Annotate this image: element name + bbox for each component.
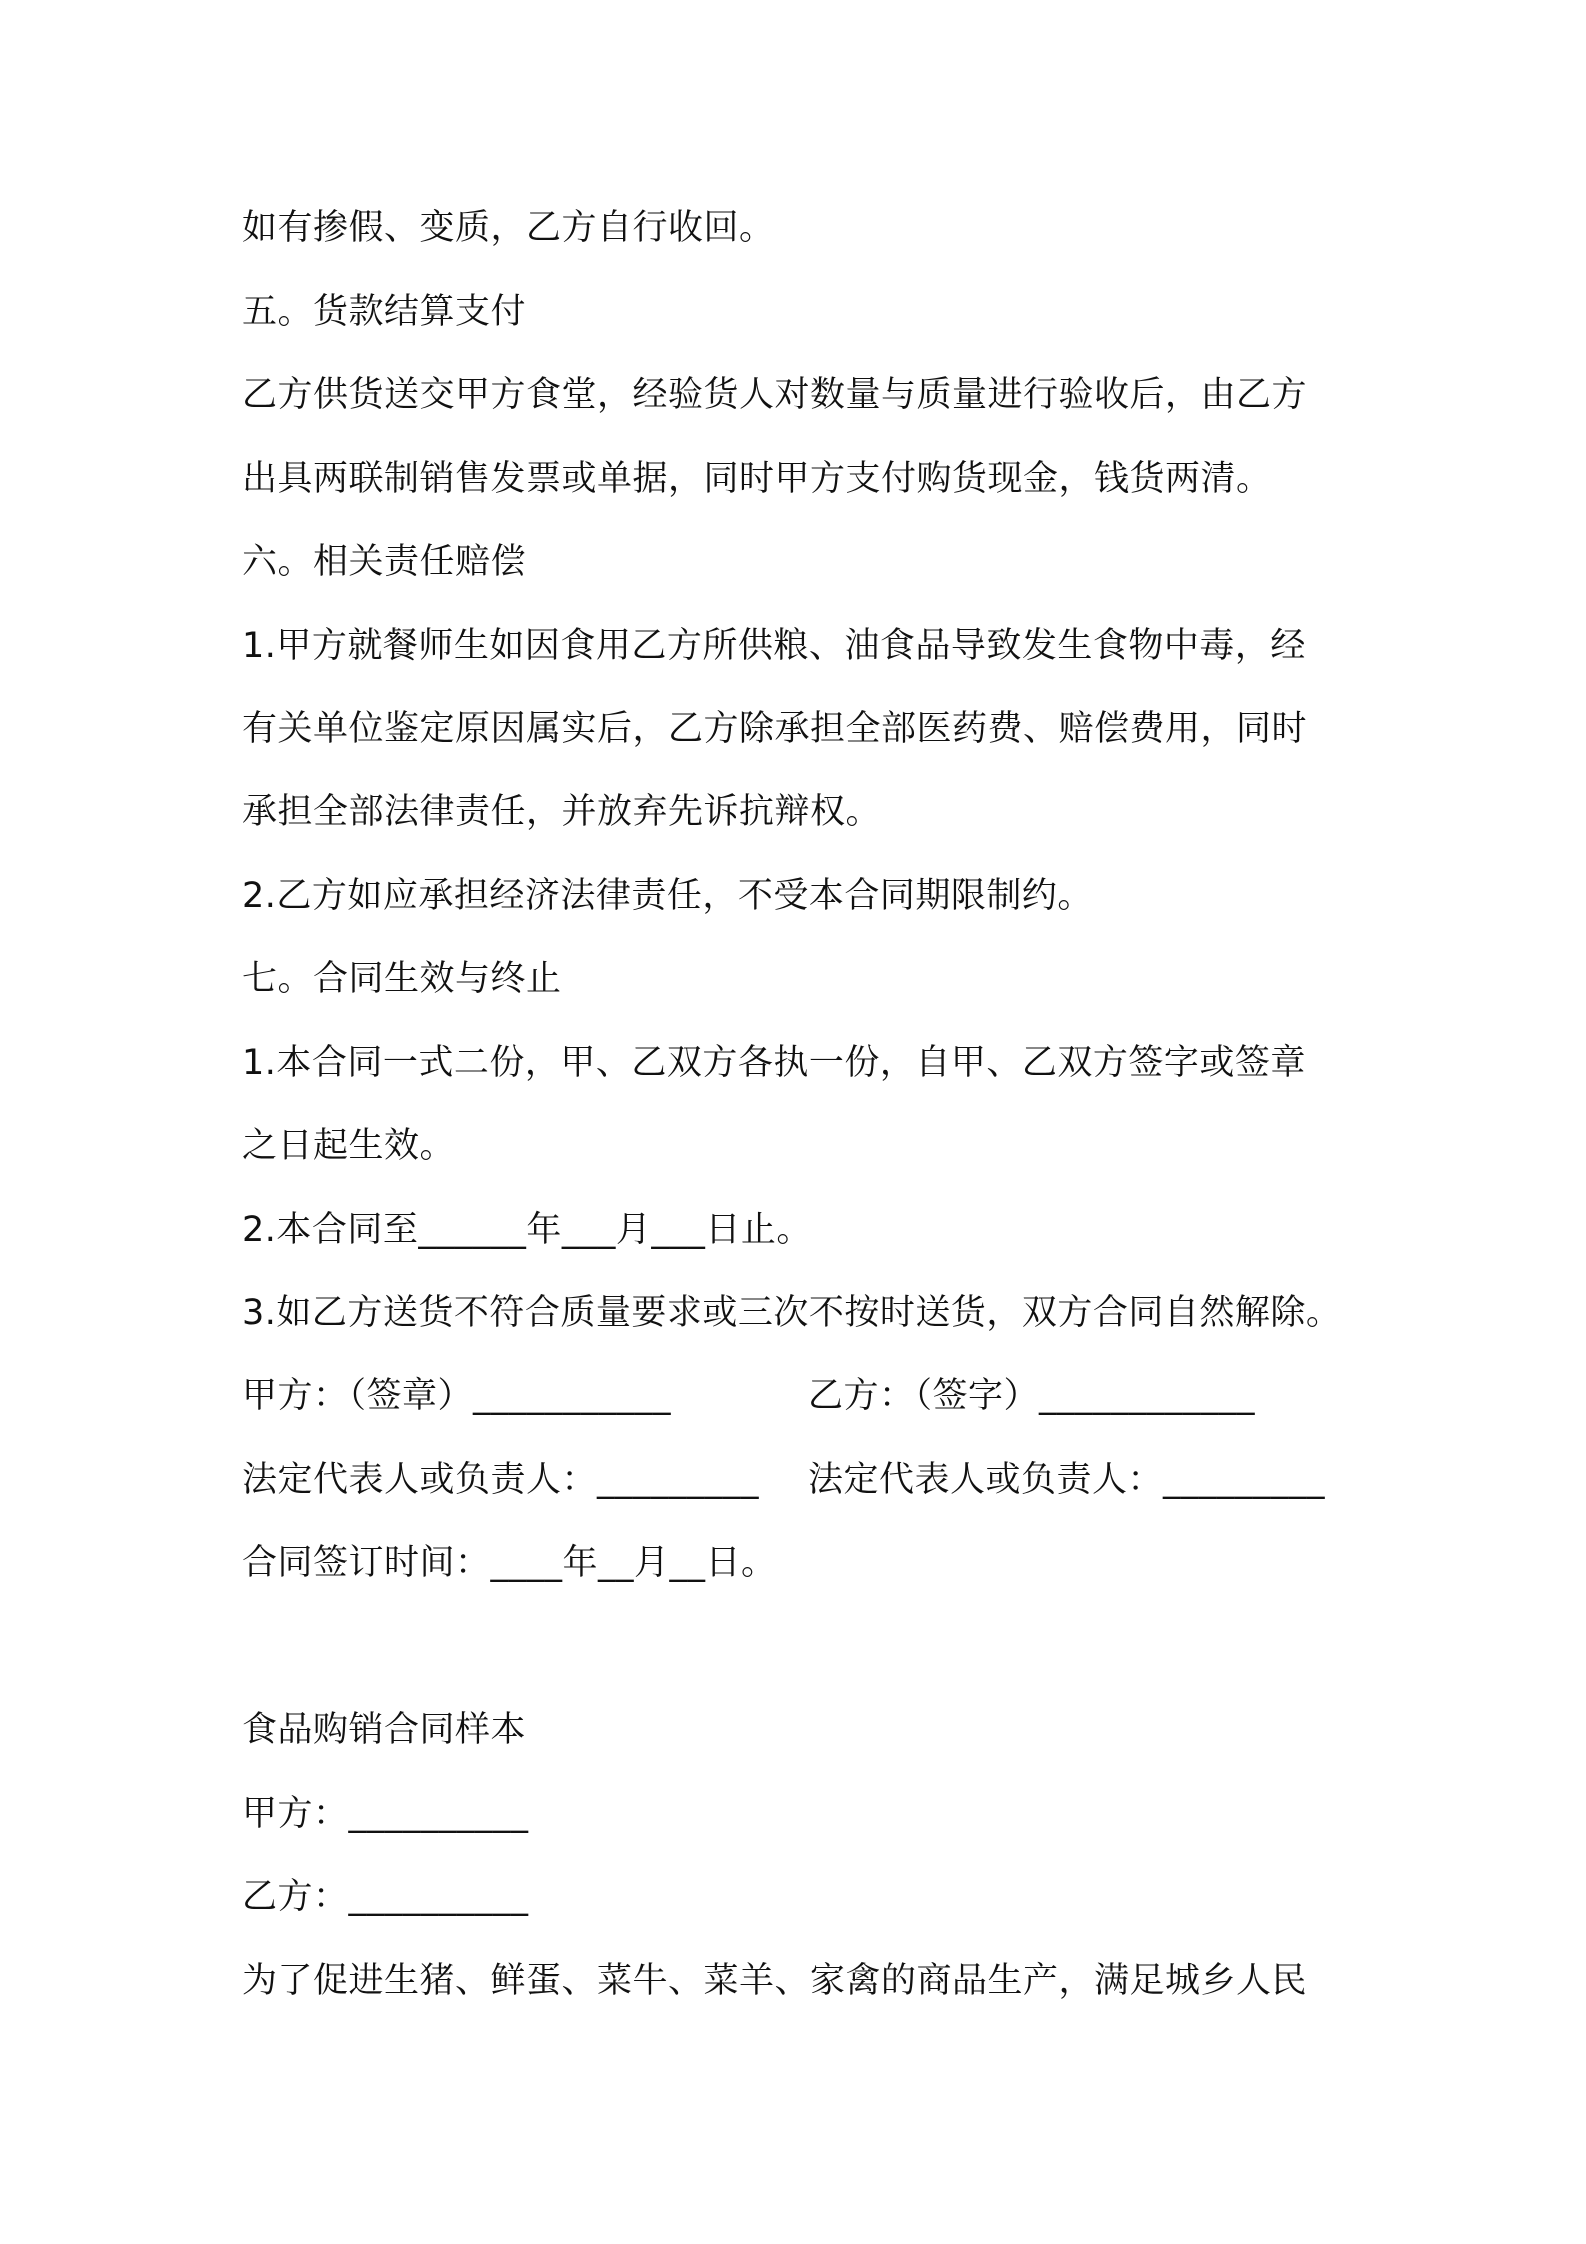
text-line: 2.乙方如应承担经济法律责任，不受本合同期限制约。 [242,876,1093,916]
text-line: 3.如乙方送货不符合质量要求或三次不按时送货，双方合同自然解除。 [242,1293,1342,1333]
party-b-signature: 乙方：（签字）____________ [808,1376,1256,1416]
text-line: 如有掺假、变质，乙方自行收回。 [242,208,775,248]
section-heading-7: 七。合同生效与终止 [242,959,562,999]
party-a-representative: 法定代表人或负责人：_________ [242,1460,760,1500]
second-contract-party-b: 乙方：__________ [242,1877,529,1917]
text-line: 2.本合同至______年___月___日止。 [242,1210,812,1250]
text-line: 承担全部法律责任，并放弃先诉抗辩权。 [242,792,882,832]
text-line: 1.甲方就餐师生如因食用乙方所供粮、油食品导致发生食物中毒，经 [242,626,1306,666]
party-a-signature: 甲方：（签章）___________ [242,1376,672,1416]
text-line: 乙方供货送交甲方食堂，经验货人对数量与质量进行验收后，由乙方 [242,375,1308,415]
second-contract-title: 食品购销合同样本 [242,1710,527,1750]
text-line: 有关单位鉴定原因属实后，乙方除承担全部医药费、赔偿费用，同时 [242,709,1308,749]
second-contract-party-a: 甲方：__________ [242,1794,529,1834]
second-contract-intro: 为了促进生猪、鲜蛋、菜牛、菜羊、家禽的商品生产，满足城乡人民 [242,1961,1308,2001]
party-b-representative: 法定代表人或负责人：_________ [808,1460,1326,1500]
contract-sign-date: 合同签订时间：____年__月__日。 [242,1543,777,1583]
section-heading-5: 五。货款结算支付 [242,292,527,332]
text-line: 之日起生效。 [242,1126,456,1166]
text-line: 1.本合同一式二份，甲、乙双方各执一份，自甲、乙双方签字或签章 [242,1043,1306,1083]
text-line: 出具两联制销售发票或单据，同时甲方支付购货现金，钱货两清。 [242,459,1272,499]
section-heading-6: 六。相关责任赔偿 [242,542,527,582]
